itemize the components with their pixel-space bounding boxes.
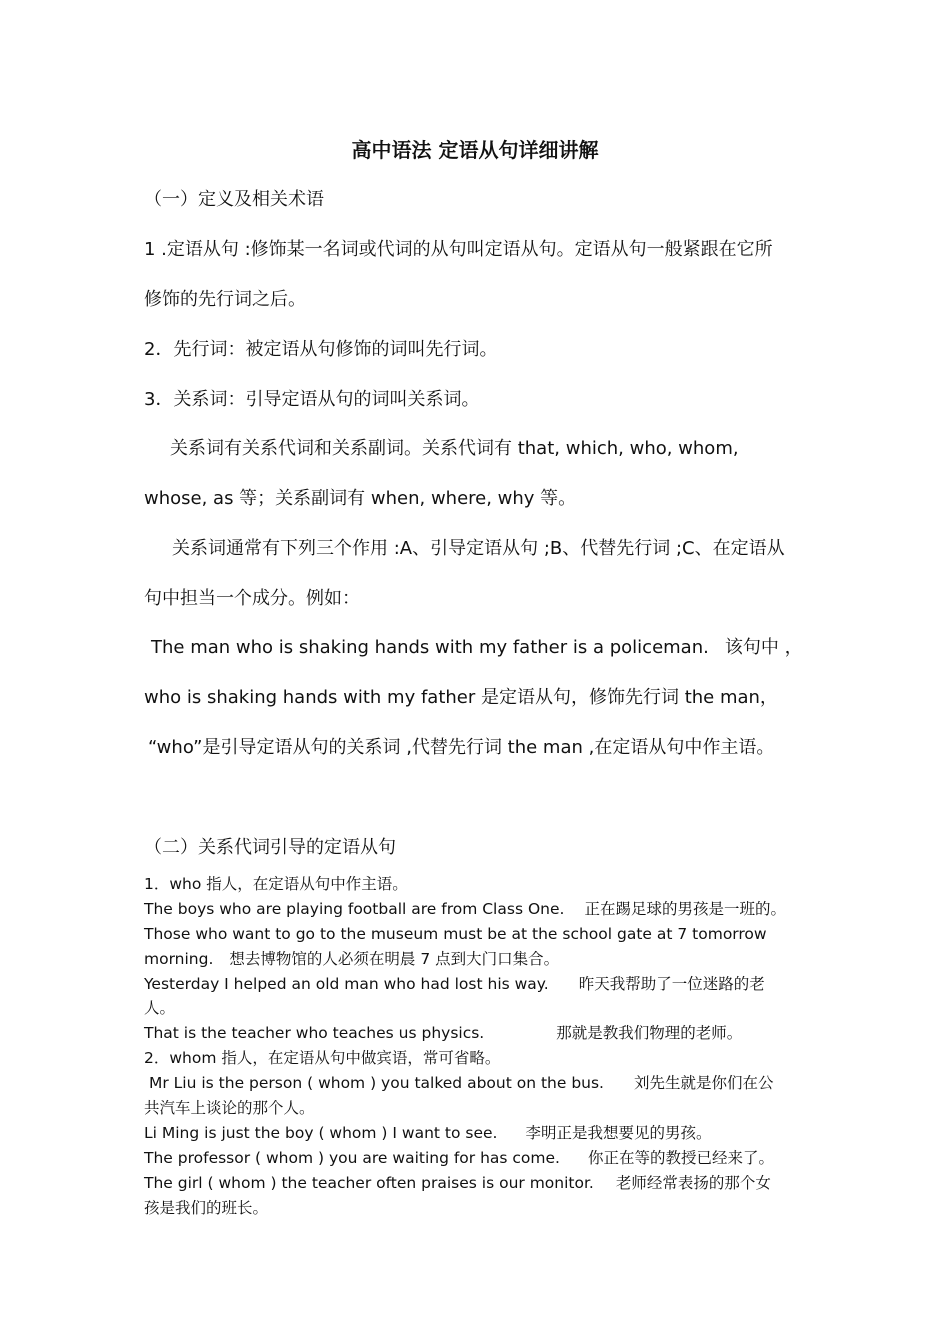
who-example-3-line-2: 人。 bbox=[144, 999, 176, 1017]
section2-heading: （二）关系代词引导的定语从句 bbox=[144, 837, 396, 858]
relative-words-line-1: 关系词有关系代词和关系副词。关系代词有 that, which, who, whom, bbox=[170, 438, 739, 459]
example-line-3: “who”是引导定语从句的关系词 ,代替先行词 the man ,在定语从句中作主语。 bbox=[148, 737, 775, 758]
example-note: 该句中 ， bbox=[724, 637, 803, 658]
who-example-1: The boys who are playing football are from Class One. 正在踢足球的男孩是一班的。 bbox=[144, 900, 786, 918]
who-example-4: That is the teacher who teaches us physics. 那就是教我们物理的老师。 bbox=[144, 1024, 743, 1042]
relative-word-definition: 3．关系词：引导定语从句的词叫关系词。 bbox=[144, 389, 480, 410]
whom-example-4: The girl ( whom ) the teacher often praises is our monitor. 老师经常表扬的那个女 bbox=[144, 1174, 771, 1192]
who-heading: 1．who 指人，在定语从句中作主语。 bbox=[144, 875, 408, 893]
who-example-2-line-1: Those who want to go to the museum must be at the school gate at 7 tomorrow bbox=[144, 925, 767, 943]
example-line-2: who is shaking hands with my father 是定语从句，修饰先行词 the man， bbox=[144, 687, 778, 708]
functions-line-1: 关系词通常有下列三个作用 :A、引导定语从句 ;B、代替先行词 ;C、在定语从 bbox=[172, 538, 785, 559]
example-sentence: The man who is shaking hands with my father is a policeman. bbox=[151, 637, 709, 658]
whom-example-4-line-2: 孩是我们的班长。 bbox=[144, 1199, 269, 1217]
who-example-3: Yesterday I helped an old man who had lost his way. 昨天我帮助了一位迷路的老 bbox=[144, 975, 765, 993]
section1-heading: （一）定义及相关术语 bbox=[144, 189, 324, 210]
who-example-2-line-2: morning. 想去博物馆的人必须在明晨 7 点到大门口集合。 bbox=[144, 950, 560, 968]
functions-line-2: 句中担当一个成分。例如： bbox=[144, 588, 360, 609]
whom-heading: 2．whom 指人，在定语从句中做宾语，常可省略。 bbox=[144, 1049, 501, 1067]
whom-example-3: The professor ( whom ) you are waiting for has come. 你正在等的教授已经来了。 bbox=[144, 1149, 774, 1167]
whom-example-2: Li Ming is just the boy ( whom ) I want to see. 李明正是我想要见的男孩。 bbox=[144, 1124, 712, 1142]
example-line-1 bbox=[151, 635, 803, 661]
antecedent-definition: 2．先行词：被定语从句修饰的词叫先行词。 bbox=[144, 339, 498, 360]
definition-line-2: 修饰的先行词之后。 bbox=[144, 289, 306, 310]
whom-example-1-line-2: 共汽车上谈论的那个人。 bbox=[144, 1099, 315, 1117]
whom-example-1: Mr Liu is the person ( whom ) you talked about on the bus. 刘先生就是你们在公 bbox=[149, 1074, 774, 1092]
relative-words-line-2: whose, as 等；关系副词有 when, where, why 等。 bbox=[144, 488, 577, 509]
definition-line-1: 1 .定语从句 :修饰某一名词或代词的从句叫定语从句。定语从句一般紧跟在它所 bbox=[144, 239, 773, 260]
document-title: 高中语法 定语从句详细讲解 bbox=[351, 138, 599, 162]
